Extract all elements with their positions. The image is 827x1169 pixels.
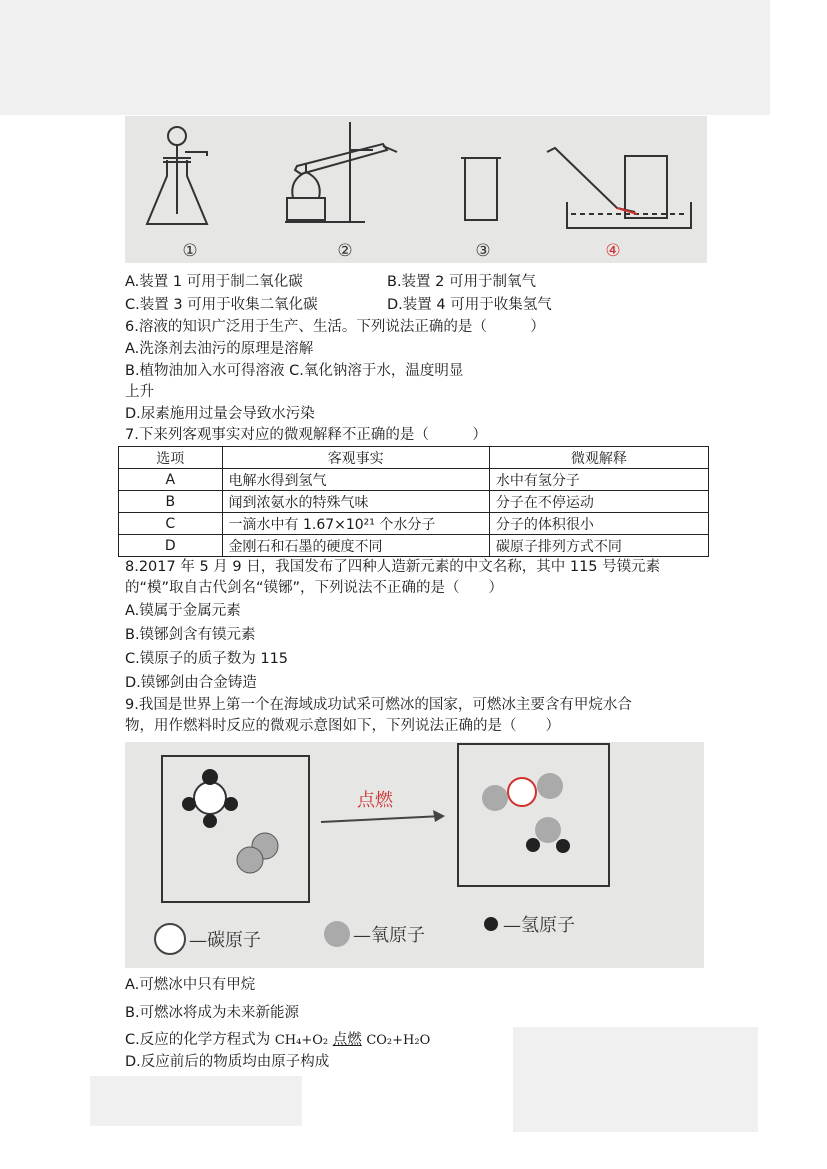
q7-cell-explanation: 水中有氢分子	[489, 469, 708, 491]
q7-stem: 7.下来列客观事实对应的微观解释不正确的是（ ）	[125, 427, 487, 443]
q9-option-b: B.可燃冰将成为未来新能源	[125, 1005, 300, 1021]
table-row	[119, 469, 709, 491]
h2o-molecule	[526, 817, 570, 853]
reaction-drawing	[125, 742, 704, 968]
q7-cell-explanation: 分子的体积很小	[489, 513, 708, 535]
label-apparatus-1: ①	[182, 241, 198, 261]
bottom-left-gray-block	[90, 1076, 302, 1126]
q8-option-b: B.镆铘剑含有镆元素	[125, 627, 256, 643]
q6-option-d: D.尿素施用过量会导致水污染	[125, 406, 315, 422]
bottom-right-gray-block	[513, 1027, 758, 1132]
label-apparatus-2: ②	[337, 241, 353, 261]
q6-stem: 6.溶液的知识广泛用于生产、生活。下列说法正确的是（ ）	[125, 319, 545, 335]
q7-cell-fact: 一滴水中有 1.67×10²¹ 个水分子	[222, 513, 489, 535]
q7-cell-fact: 闻到浓氨水的特殊气味	[222, 491, 489, 513]
apparatus-3-jar	[461, 158, 501, 220]
legend-carbon: —碳原子	[189, 930, 261, 951]
oxygen-legend-icon	[324, 921, 350, 947]
q7-cell-option: C	[119, 513, 223, 535]
q8-stem-line1: 8.2017 年 5 月 9 日，我国发布了四种人造新元素的中文名称，其中 115 号镆元素	[125, 559, 661, 575]
table-row	[119, 535, 709, 557]
legend-hydrogen: —氢原子	[503, 915, 575, 936]
q5-option-b: B.装置 2 可用于制氧气	[387, 274, 536, 290]
top-gray-block	[0, 0, 770, 115]
q8-option-c: C.镆原子的质子数为 115	[125, 651, 289, 667]
arrow-label: 点燃	[357, 790, 393, 811]
apparatus-1-flask	[147, 127, 207, 224]
q6-option-bc: B.植物油加入水可得溶液 C.氧化钠溶于水，温度明显	[125, 363, 464, 379]
q7-table-header	[119, 447, 709, 469]
apparatus-4-trough	[547, 148, 691, 228]
label-apparatus-3: ③	[475, 241, 491, 261]
q7-cell-explanation: 分子在不停运动	[489, 491, 708, 513]
methane-molecule	[182, 769, 238, 828]
q9-option-d: D.反应前后的物质均由原子构成	[125, 1054, 330, 1070]
q9-option-c-reactants: CH₄+O₂	[274, 1033, 329, 1048]
oxygen-molecule	[237, 833, 278, 873]
q9-option-a: A.可燃冰中只有甲烷	[125, 977, 256, 993]
q8-stem-line2: 的“模”取自古代剑名“镆铘”，下列说法不正确的是（ ）	[125, 580, 504, 596]
q9-option-c-prefix: C.反应的化学方程式为	[125, 1032, 275, 1048]
table-row	[119, 491, 709, 513]
q7-cell-fact: 金刚石和石墨的硬度不同	[222, 535, 489, 557]
reaction-figure	[125, 742, 704, 968]
carbon-legend-icon	[155, 924, 185, 954]
q7-header-fact: 客观事实	[222, 447, 489, 469]
q6-option-c-cont: 上升	[125, 384, 154, 400]
q6-option-a: A.洗涤剂去油污的原理是溶解	[125, 341, 314, 357]
q8-option-d: D.镆铘剑由合金铸造	[125, 675, 257, 691]
apparatus-drawing	[125, 116, 707, 263]
label-apparatus-4: ④	[605, 241, 621, 261]
table-row	[119, 513, 709, 535]
q5-option-d: D.装置 4 可用于收集氢气	[387, 297, 552, 313]
q9-option-c	[125, 1030, 430, 1051]
q7-cell-explanation: 碳原子排列方式不同	[489, 535, 708, 557]
hydrogen-legend-icon	[484, 917, 498, 931]
apparatus-figure	[125, 116, 707, 263]
q7-header-explanation: 微观解释	[489, 447, 708, 469]
q9-option-c-products: CO₂+H₂O	[366, 1033, 431, 1048]
q7-table	[118, 446, 709, 557]
co2-molecule	[482, 773, 563, 811]
q7-cell-option: A	[119, 469, 223, 491]
apparatus-2-stand	[285, 122, 397, 222]
q7-cell-option: D	[119, 535, 223, 557]
q9-stem-line1: 9.我国是世界上第一个在海域成功试采可燃冰的国家，可燃冰主要含有甲烷水合	[125, 697, 632, 713]
q7-cell-option: B	[119, 491, 223, 513]
legend-oxygen: —氧原子	[353, 925, 425, 946]
q5-option-a: A.装置 1 可用于制二氧化碳	[125, 274, 303, 290]
q9-stem-line2: 物，用作燃料时反应的微观示意图如下，下列说法正确的是（ ）	[125, 718, 560, 734]
q7-cell-fact: 电解水得到氢气	[222, 469, 489, 491]
q8-option-a: A.镆属于金属元素	[125, 603, 241, 619]
q9-option-c-condition: 点燃	[332, 1032, 362, 1048]
q5-option-c: C.装置 3 可用于收集二氧化碳	[125, 297, 318, 313]
q7-header-option: 选项	[119, 447, 223, 469]
